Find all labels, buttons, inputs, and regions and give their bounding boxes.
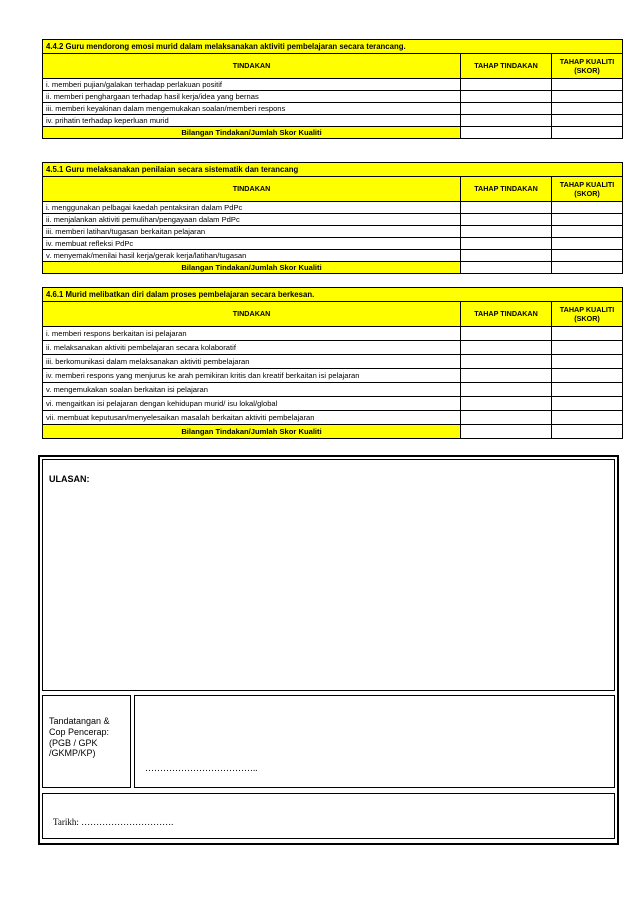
- section-4-5-1: [42, 162, 623, 274]
- item-text: ii. memberi penghargaan terhadap hasil kerja/idea yang bernas: [43, 91, 461, 103]
- item-text: i. memberi pujian/galakan terhadap perlakuan positif: [43, 79, 461, 91]
- tahap-kualiti-cell[interactable]: [552, 355, 623, 369]
- tahap-tindakan-cell[interactable]: [461, 383, 552, 397]
- item-text: iv. prihatin terhadap keperluan murid: [43, 115, 461, 127]
- total-tahap-tindakan-cell[interactable]: [461, 127, 552, 139]
- tahap-kualiti-cell[interactable]: [552, 91, 623, 103]
- item-text: v. menyemak/menilai hasil kerja/gerak kerja/latihan/tugasan: [43, 250, 461, 262]
- total-tahap-kualiti-cell[interactable]: [552, 127, 623, 139]
- tahap-tindakan-cell[interactable]: [461, 327, 552, 341]
- tahap-kualiti-cell[interactable]: [552, 238, 623, 250]
- tahap-kualiti-cell[interactable]: [552, 115, 623, 127]
- total-label: Bilangan Tindakan/Jumlah Skor Kualiti: [43, 262, 461, 274]
- tahap-kualiti-cell[interactable]: [552, 214, 623, 226]
- tahap-kualiti-cell[interactable]: [552, 397, 623, 411]
- section-title: 4.4.2 Guru mendorong emosi murid dalam melaksanakan aktiviti pembelajaran secara terancang.: [43, 40, 623, 54]
- section-4-4-2: [42, 39, 623, 139]
- ulasan-area[interactable]: [42, 459, 615, 691]
- tahap-tindakan-cell[interactable]: [461, 369, 552, 383]
- tahap-tindakan-cell[interactable]: [461, 214, 552, 226]
- item-text: v. mengemukakan soalan berkaitan isi pelajaran: [43, 383, 461, 397]
- tahap-tindakan-cell[interactable]: [461, 202, 552, 214]
- tahap-tindakan-cell[interactable]: [461, 226, 552, 238]
- tahap-kualiti-cell[interactable]: [552, 341, 623, 355]
- item-text: i. memberi respons berkaitan isi pelajaran: [43, 327, 461, 341]
- header-tindakan: TINDAKAN: [43, 302, 461, 327]
- tahap-tindakan-cell[interactable]: [461, 79, 552, 91]
- item-text: ii. menjalankan aktiviti pemulihan/pengayaan dalam PdPc: [43, 214, 461, 226]
- header-tahap-tindakan: TAHAP TINDAKAN: [461, 302, 552, 327]
- tahap-tindakan-cell[interactable]: [461, 103, 552, 115]
- section-title: 4.6.1 Murid melibatkan diri dalam proses pembelajaran secara berkesan.: [43, 288, 623, 302]
- tahap-tindakan-cell[interactable]: [461, 355, 552, 369]
- total-label: Bilangan Tindakan/Jumlah Skor Kualiti: [43, 425, 461, 439]
- total-tahap-kualiti-cell[interactable]: [552, 262, 623, 274]
- header-tahap-tindakan: TAHAP TINDAKAN: [461, 177, 552, 202]
- item-text: vii. membuat keputusan/menyelesaikan masalah berkaitan aktiviti pembelajaran: [43, 411, 461, 425]
- item-text: iii. memberi latihan/tugasan berkaitan pelajaran: [43, 226, 461, 238]
- section-4-6-1: [42, 287, 623, 439]
- item-text: iv. memberi respons yang menjurus ke arah pemikiran kritis dan kreatif berkaitan isi pelajaran: [43, 369, 461, 383]
- section-title: 4.5.1 Guru melaksanakan penilaian secara sistematik dan terancang: [43, 163, 623, 177]
- signature-dots: ………………………………..: [145, 763, 258, 773]
- tahap-tindakan-cell[interactable]: [461, 91, 552, 103]
- tahap-tindakan-cell[interactable]: [461, 341, 552, 355]
- date-area[interactable]: [42, 793, 615, 839]
- ulasan-label: ULASAN:: [49, 474, 90, 484]
- tahap-kualiti-cell[interactable]: [552, 79, 623, 91]
- tahap-kualiti-cell[interactable]: [552, 383, 623, 397]
- tahap-kualiti-cell[interactable]: [552, 103, 623, 115]
- total-label: Bilangan Tindakan/Jumlah Skor Kualiti: [43, 127, 461, 139]
- header-tahap-kualiti: TAHAP KUALITI (SKOR): [552, 302, 623, 327]
- tahap-tindakan-cell[interactable]: [461, 250, 552, 262]
- header-tahap-kualiti: TAHAP KUALITI (SKOR): [552, 54, 623, 79]
- header-tahap-tindakan: TAHAP TINDAKAN: [461, 54, 552, 79]
- tahap-kualiti-cell[interactable]: [552, 327, 623, 341]
- total-tahap-tindakan-cell[interactable]: [461, 425, 552, 439]
- tahap-kualiti-cell[interactable]: [552, 250, 623, 262]
- header-tindakan: TINDAKAN: [43, 54, 461, 79]
- item-text: ii. melaksanakan aktiviti pembelajaran secara kolaboratif: [43, 341, 461, 355]
- tahap-tindakan-cell[interactable]: [461, 411, 552, 425]
- tahap-kualiti-cell[interactable]: [552, 226, 623, 238]
- item-text: vi. mengaitkan isi pelajaran dengan kehidupan murid/ isu lokal/global: [43, 397, 461, 411]
- tahap-kualiti-cell[interactable]: [552, 202, 623, 214]
- total-tahap-tindakan-cell[interactable]: [461, 262, 552, 274]
- total-tahap-kualiti-cell[interactable]: [552, 425, 623, 439]
- item-text: iii. memberi keyakinan dalam mengemukakan soalan/memberi respons: [43, 103, 461, 115]
- tahap-tindakan-cell[interactable]: [461, 115, 552, 127]
- tahap-tindakan-cell[interactable]: [461, 397, 552, 411]
- item-text: iii. berkomunikasi dalam melaksanakan aktiviti pembelajaran: [43, 355, 461, 369]
- item-text: i. menggunakan pelbagai kaedah pentaksiran dalam PdPc: [43, 202, 461, 214]
- signature-label: Tandatangan & Cop Pencerap: (PGB / GPK /GKMP/KP): [49, 716, 110, 759]
- header-tindakan: TINDAKAN: [43, 177, 461, 202]
- tahap-tindakan-cell[interactable]: [461, 238, 552, 250]
- item-text: iv. membuat refleksi PdPc: [43, 238, 461, 250]
- ulasan-form: [38, 455, 619, 845]
- signature-label-cell: [42, 695, 131, 788]
- tahap-kualiti-cell[interactable]: [552, 369, 623, 383]
- signature-area[interactable]: [134, 695, 615, 788]
- header-tahap-kualiti: TAHAP KUALITI (SKOR): [552, 177, 623, 202]
- tahap-kualiti-cell[interactable]: [552, 411, 623, 425]
- date-label: Tarikh: ………………………….: [53, 817, 174, 827]
